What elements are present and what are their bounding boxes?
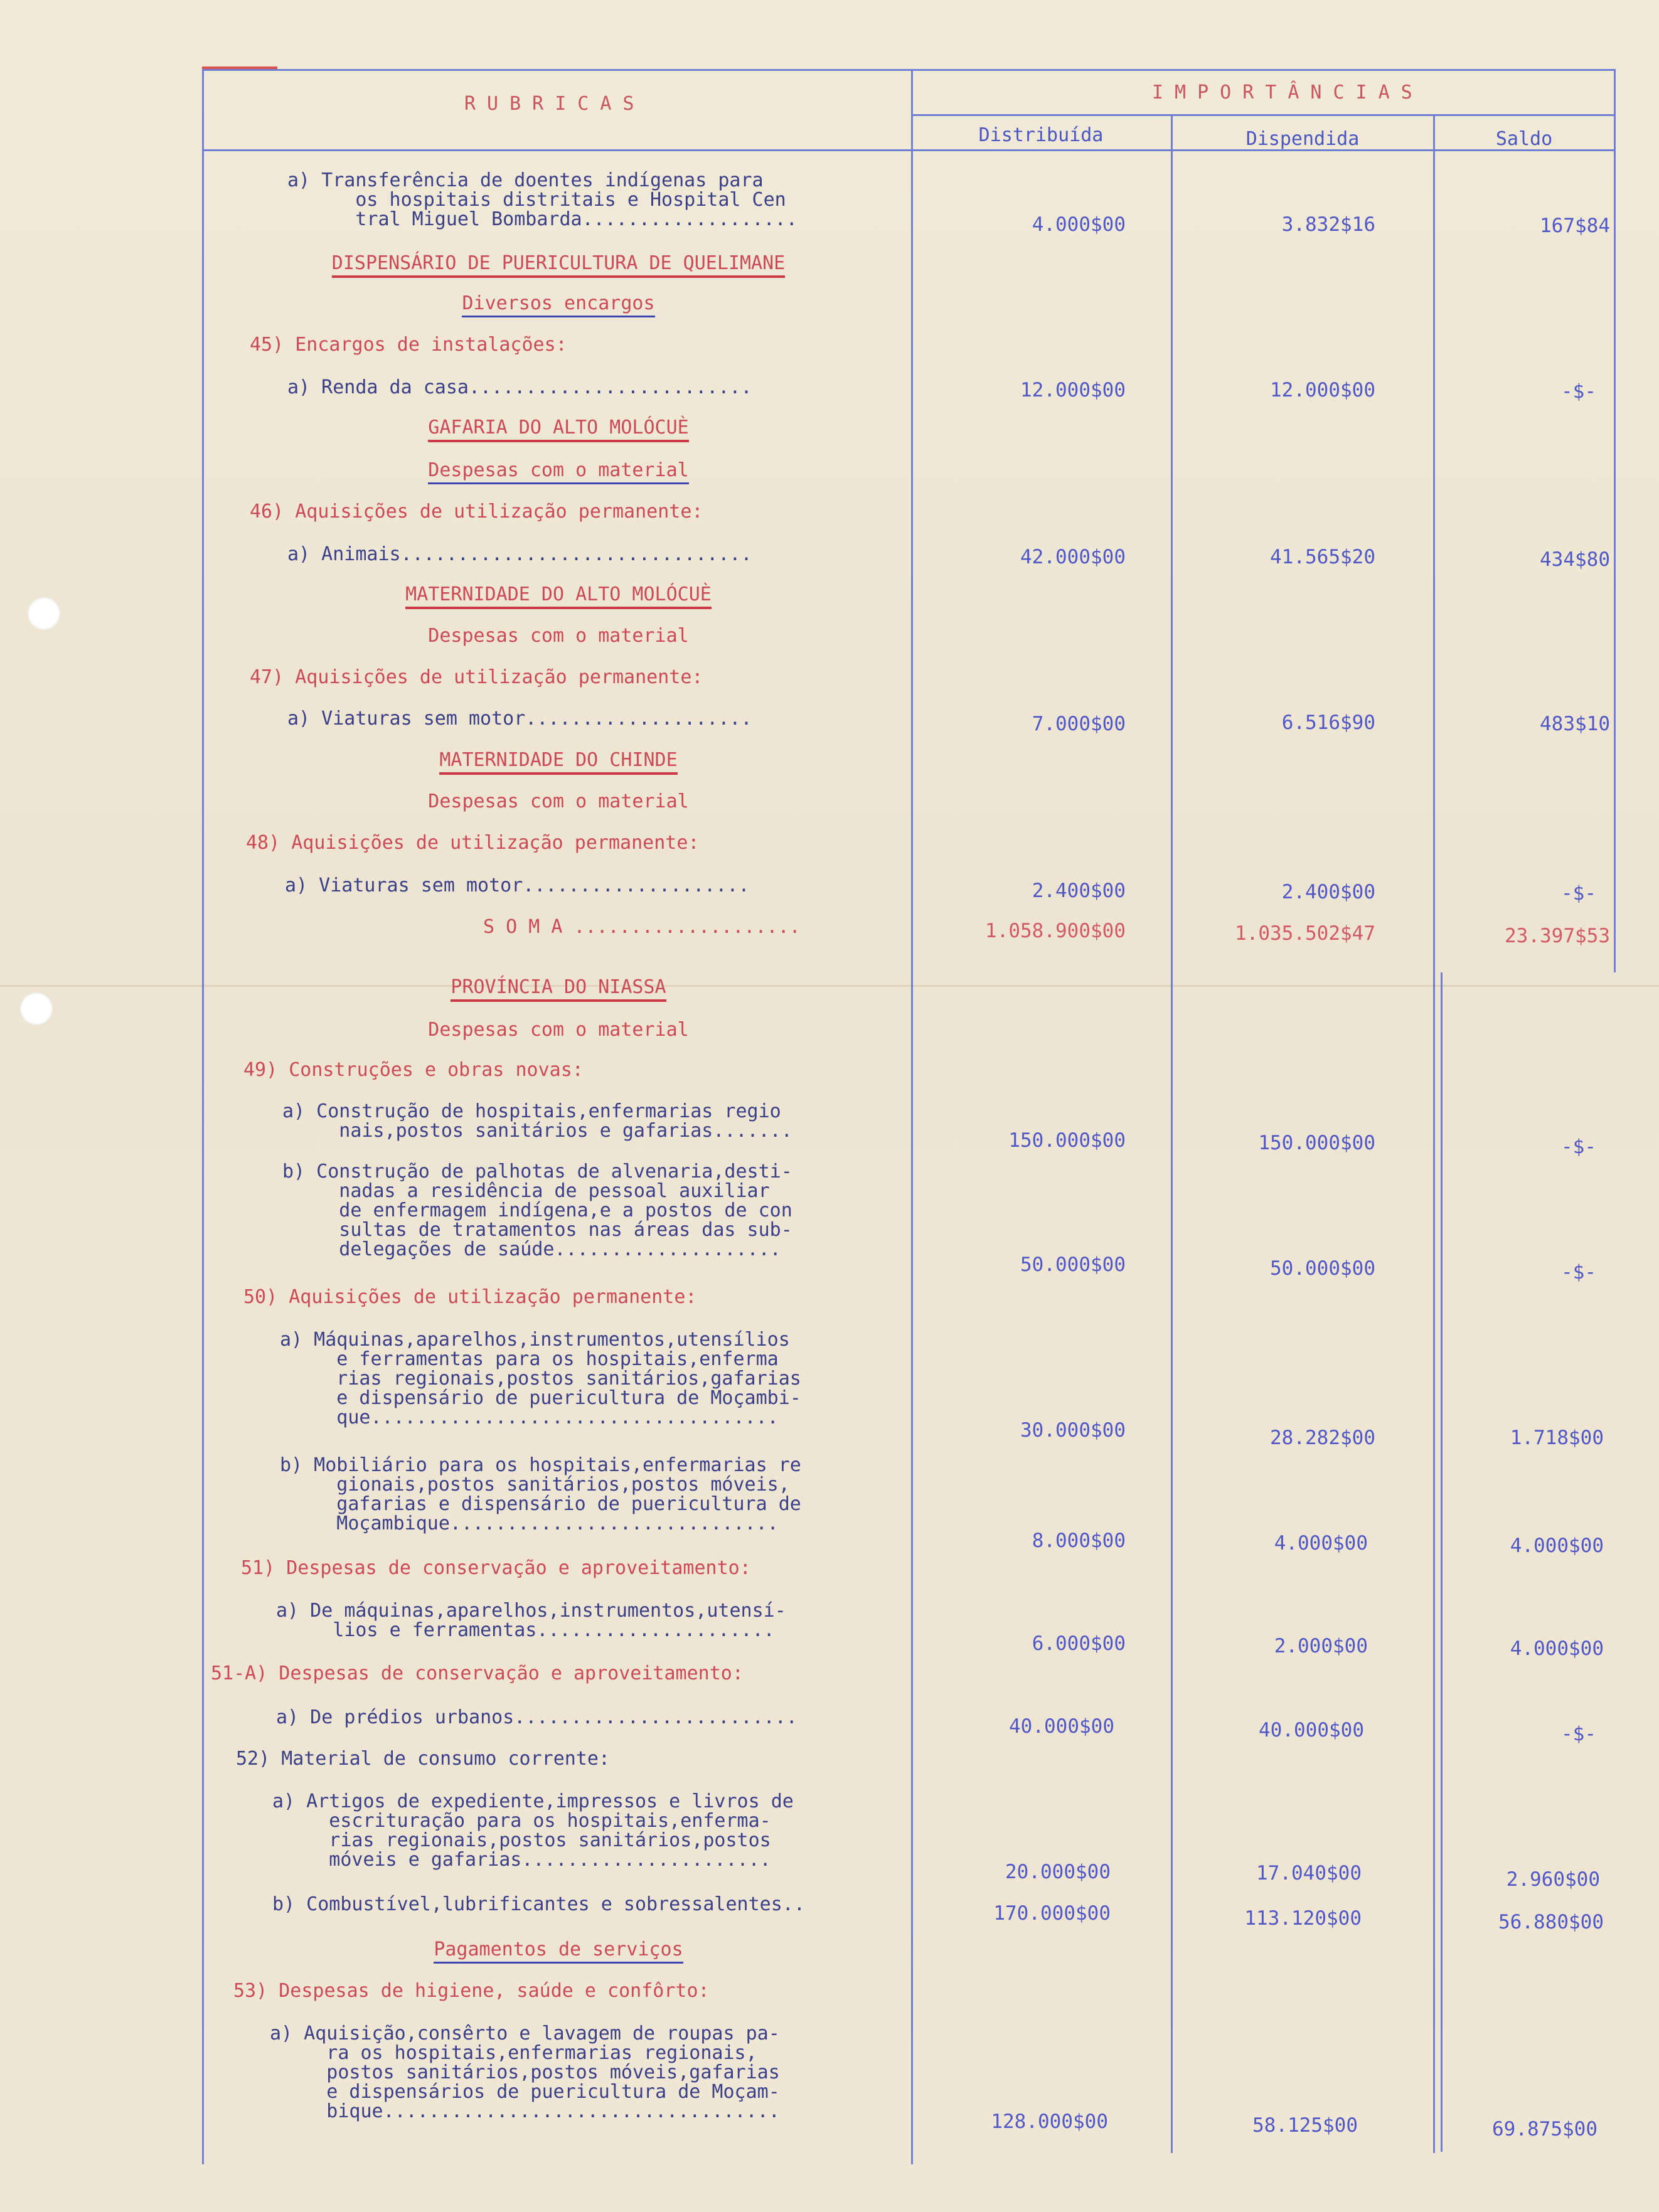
saldo-value: 1.718$00	[1510, 1427, 1604, 1449]
dispendida-value: 12.000$00	[1270, 379, 1375, 401]
saldo-value: -$-	[1561, 1723, 1596, 1745]
rubricas-header: RUBRICAS	[464, 93, 646, 115]
rubric-item-47a: a) Viaturas sem motor....................	[287, 708, 752, 730]
distribuida-value: 42.000$00	[1020, 546, 1126, 568]
section-subtitle-text: Despesas com o material	[428, 459, 688, 484]
rubric-item-46a: a) Animais...............................	[287, 543, 752, 565]
rubric-heading-47: 47) Aquisições de utilização permanente:	[250, 666, 703, 688]
distribuida-value: 4.000$00	[1032, 213, 1126, 236]
saldo-value: 434$80	[1540, 548, 1610, 571]
rubric-heading-48: 48) Aquisições de utilização permanente:	[246, 832, 700, 854]
rubric-heading-52: 52) Material de consumo corrente:	[236, 1748, 611, 1770]
soma-distribuida: 1.058.900$00	[985, 920, 1126, 942]
rubric-heading-49: 49) Construções e obras novas:	[243, 1059, 584, 1081]
rubric-item-52b: b) Combustível,lubrificantes e sobressalentes..	[272, 1893, 805, 1915]
section-title	[207, 977, 910, 997]
col-distribuida-divider	[1171, 114, 1173, 2153]
dispendida-value: 3.832$16	[1281, 213, 1375, 236]
col-rubricas-divider	[911, 69, 913, 2164]
rubric-item-53a: a) Aquisição,consêrto e lavagem de roupas pa- ra os hospitais,enfermarias regionais, postos sanitários,postos móveis,gafarias e dispensários de puericultura de Moçam- bique...................................	[270, 2023, 780, 2122]
table-left-border	[202, 69, 204, 2164]
section-title	[207, 418, 910, 437]
rubric-item-50a: a) Máquinas,aparelhos,instrumentos,utensílios e ferramentas para os hospitais,enferma rias regionais,postos sanitários,gafarias e dispensário de puericultura de Moçambi- que....................................	[280, 1329, 801, 1428]
dispendida-value: 113.120$00	[1244, 1907, 1362, 1930]
saldo-value: 483$10	[1540, 713, 1610, 735]
saldo-value: -$-	[1561, 380, 1596, 403]
section-subtitle-text: Diversos encargos	[462, 292, 654, 317]
saldo-header: Saldo	[1495, 128, 1553, 150]
saldo-value: 69.875$00	[1492, 2118, 1598, 2140]
section-subtitle: Despesas com o material	[428, 625, 689, 647]
col-saldo-divider-lower	[1441, 972, 1443, 2152]
distribuida-value: 128.000$00	[991, 2110, 1108, 2133]
distribuida-header: Distribuída	[978, 124, 1104, 146]
distribuida-value: 50.000$00	[1020, 1253, 1126, 1276]
section-title-text: MATERNIDADE DO CHINDE	[439, 749, 677, 775]
section-subtitle	[207, 460, 910, 480]
rubric-item-49a: a) Construção de hospitais,enfermarias regio nais,postos sanitários e gafarias.......	[282, 1100, 792, 1142]
distribuida-value: 150.000$00	[1008, 1129, 1126, 1152]
distribuida-value: 30.000$00	[1020, 1419, 1126, 1442]
punch-hole	[20, 992, 53, 1025]
dispendida-value: 17.040$00	[1256, 1862, 1362, 1885]
saldo-value: 56.880$00	[1498, 1911, 1604, 1933]
col-dispendida-divider	[1433, 114, 1435, 2153]
importancias-divider	[911, 114, 1614, 116]
distribuida-value: 20.000$00	[1005, 1861, 1111, 1883]
soma-label: S O M A ....................	[483, 916, 801, 938]
rubric-item-50b: b) Mobiliário para os hospitais,enfermarias re gionais,postos sanitários,postos móveis, gafarias e dispensário de puericultura de Moçambique.............................	[280, 1454, 801, 1534]
importancias-header: IMPORTÂNCIAS	[1152, 82, 1424, 104]
dispendida-header: Dispendida	[1246, 128, 1360, 150]
rubric-item-52a: a) Artigos de expediente,impressos e livros de escrituração para os hospitais,enferma- rias regionais,postos sanitários,postos móveis e gafarias......................	[272, 1790, 794, 1871]
dispendida-value: 2.400$00	[1281, 881, 1375, 903]
section-title	[207, 253, 910, 273]
section-title-text: GAFARIA DO ALTO MOLÓCUÈ	[428, 417, 688, 442]
section-title-text: MATERNIDADE DO ALTO MOLÓCUÈ	[405, 583, 712, 609]
saldo-value: -$-	[1561, 1261, 1596, 1284]
dispendida-value: 28.282$00	[1270, 1427, 1375, 1449]
distribuida-value: 170.000$00	[993, 1902, 1111, 1925]
rubric-item-transferencia: a) Transferência de doentes indígenas para os hospitais distritais e Hospital Cen tral Miguel Bombarda...................	[287, 169, 797, 230]
punch-hole	[28, 597, 60, 630]
dispendida-value: 4.000$00	[1274, 1532, 1368, 1555]
distribuida-value: 6.000$00	[1032, 1632, 1126, 1655]
rubric-heading-45: 45) Encargos de instalações:	[250, 334, 567, 356]
section-title-text: PROVÍNCIA DO NIASSA	[451, 976, 666, 1002]
rubric-item-51Aa: a) De prédios urbanos.........................	[276, 1706, 797, 1728]
saldo-value: -$-	[1561, 882, 1596, 905]
rubric-item-48a: a) Viaturas sem motor....................	[285, 875, 750, 896]
section-title-text: DISPENSÁRIO DE PUERICULTURA DE QUELIMANE	[332, 252, 785, 278]
rubric-heading-51: 51) Despesas de conservação e aproveitamento:	[241, 1557, 751, 1579]
rubric-heading-51A: 51-A) Despesas de conservação e aproveitamento:	[211, 1662, 744, 1684]
dispendida-value: 50.000$00	[1270, 1257, 1375, 1280]
rubric-item-45a: a) Renda da casa.........................	[287, 376, 752, 398]
section-title	[207, 585, 910, 604]
table-right-border	[1614, 69, 1616, 972]
table-top-border	[202, 69, 1614, 71]
section-subtitle-text: Pagamentos de serviços	[434, 1938, 683, 1964]
dispendida-value: 6.516$90	[1281, 711, 1375, 734]
saldo-value: 2.960$00	[1506, 1868, 1600, 1891]
dispendida-value: 41.565$20	[1270, 546, 1375, 568]
rubric-item-49b: b) Construção de palhotas de alvenaria,desti- nadas a residência de pessoal auxiliar de enfermagem indígena,e a postos de con sultas de tratamentos nas áreas das sub- delegações de saúde....................	[282, 1161, 792, 1260]
distribuida-value: 2.400$00	[1032, 880, 1126, 902]
section-subtitle	[207, 1940, 910, 1959]
dispendida-value: 150.000$00	[1258, 1132, 1375, 1154]
section-title	[207, 750, 910, 770]
rubric-heading-50: 50) Aquisições de utilização permanente:	[243, 1286, 697, 1308]
saldo-value: 4.000$00	[1510, 1534, 1604, 1557]
distribuida-value: 40.000$00	[1009, 1715, 1114, 1738]
soma-saldo: 23.397$53	[1505, 925, 1610, 947]
rubric-heading-53: 53) Despesas de higiene, saúde e confôrto:	[233, 1980, 710, 2002]
section-subtitle: Despesas com o material	[428, 790, 689, 812]
saldo-value: -$-	[1561, 1135, 1596, 1158]
dispendida-value: 2.000$00	[1274, 1635, 1368, 1657]
distribuida-value: 12.000$00	[1020, 379, 1126, 401]
dispendida-value: 58.125$00	[1252, 2114, 1358, 2137]
saldo-value: 4.000$00	[1510, 1637, 1604, 1660]
saldo-value: 167$84	[1540, 215, 1610, 237]
section-subtitle	[207, 294, 910, 313]
distribuida-value: 7.000$00	[1032, 713, 1126, 735]
distribuida-value: 8.000$00	[1032, 1529, 1126, 1552]
rubric-item-51a: a) De máquinas,aparelhos,instrumentos,utensí- lios e ferramentas.....................	[276, 1600, 786, 1641]
rubric-heading-46: 46) Aquisições de utilização permanente:	[250, 501, 703, 523]
soma-dispendida: 1.035.502$47	[1235, 922, 1375, 945]
dispendida-value: 40.000$00	[1259, 1719, 1364, 1741]
section-subtitle: Despesas com o material	[428, 1019, 689, 1041]
